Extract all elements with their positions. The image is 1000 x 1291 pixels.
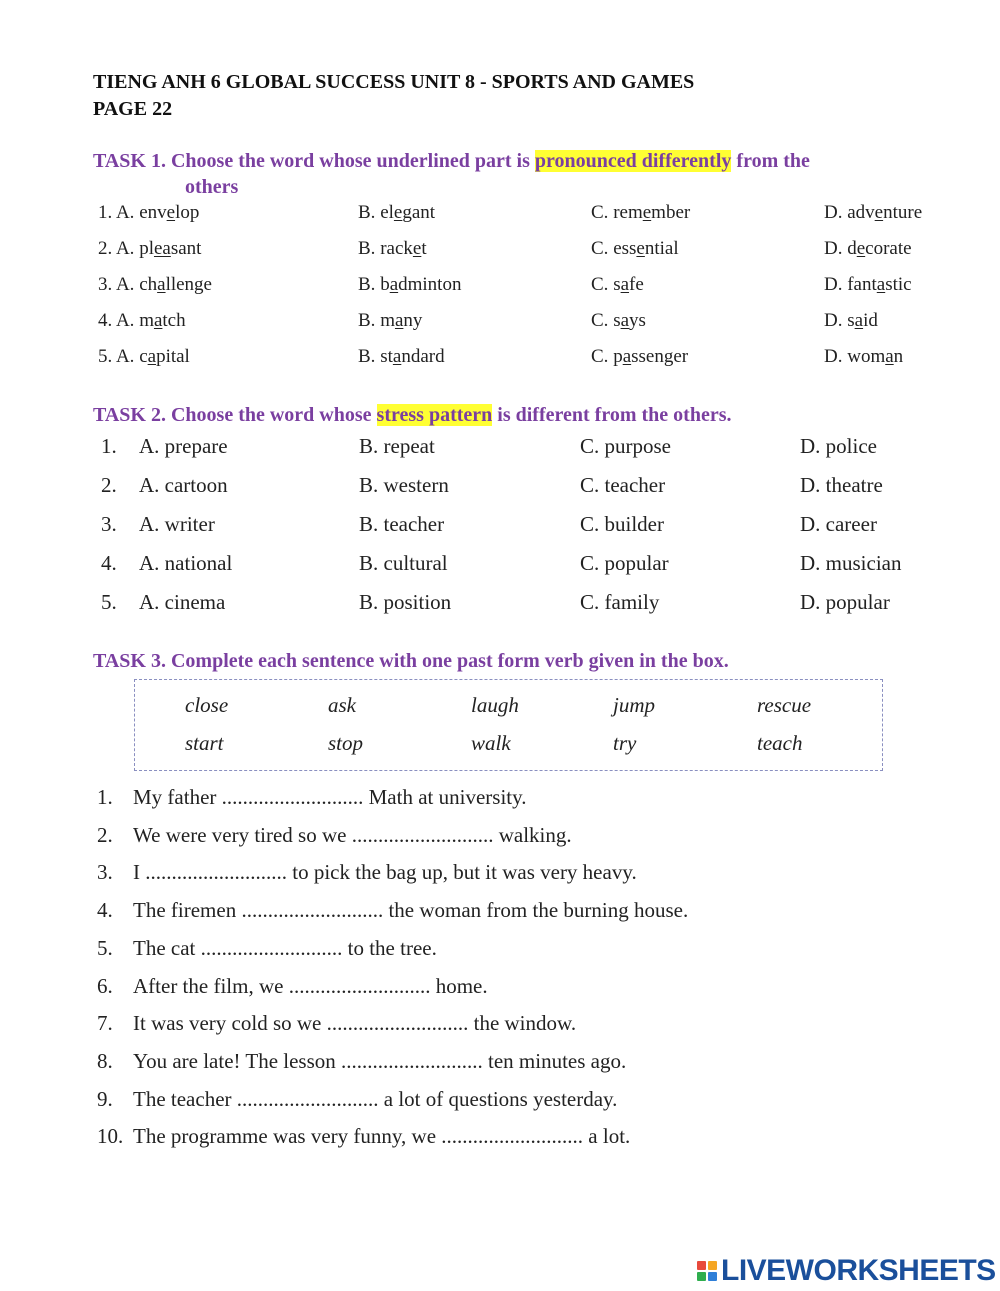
word-end: ys	[629, 310, 646, 331]
logo-icon	[697, 1261, 717, 1281]
word-end: corate	[865, 238, 912, 259]
task2-q5-option-a: A. cinema	[139, 590, 226, 614]
task2-q2-option-a: A. cartoon	[139, 473, 228, 497]
sentence-text: The firemen ........................... the woman from the burning house.	[133, 898, 689, 923]
task1-q5-option-a	[98, 346, 190, 368]
word-end: ntial	[644, 238, 679, 259]
option-label: 1. A.	[98, 202, 140, 223]
logo-block	[708, 1272, 717, 1281]
task2-q3-option-a: A. writer	[139, 512, 215, 536]
task2-q4-option-d: D. musician	[800, 551, 902, 575]
word-end: t	[421, 238, 427, 259]
task2-q5-option-b: B. position	[359, 590, 452, 614]
box-word: rescue	[757, 693, 812, 717]
word-start: m	[380, 310, 395, 331]
word-start: env	[139, 202, 167, 223]
underlined-part: e	[393, 202, 403, 223]
option-label: C.	[591, 238, 614, 259]
underlined-part: a	[620, 274, 630, 295]
underlined-part: e	[166, 202, 176, 223]
task2-q3-option-b: B. teacher	[359, 512, 445, 536]
task3-title: TASK 3. Complete each sentence with one past form verb given in the box.	[93, 650, 729, 672]
sentence-text: We were very tired so we ........................... walking.	[133, 822, 572, 847]
underlined-part: a	[620, 310, 630, 331]
task1-q1-option-d	[824, 202, 922, 224]
word-start: c	[139, 346, 148, 367]
sentence-text: The cat ........................... to the tree.	[133, 935, 437, 960]
option-label: 2. A.	[98, 238, 140, 259]
option-label: C.	[591, 274, 614, 295]
task2-q3-number: 3.	[101, 512, 117, 536]
task2-title	[93, 404, 732, 427]
word-start: el	[380, 202, 394, 223]
task1-title-prefix: TASK 1. Choose the word whose underlined part is	[93, 150, 535, 172]
task2-q5-option-c: C. family	[580, 590, 660, 614]
task2-q1-option-d: D. police	[800, 434, 877, 458]
underlined-part: e	[636, 238, 645, 259]
logo-text: LIVEWORKSHEETS	[721, 1254, 996, 1287]
word-end: stic	[885, 274, 912, 295]
task1-q5-option-c	[591, 346, 688, 368]
task2-q2-number: 2.	[101, 473, 117, 497]
option-label: D.	[824, 202, 848, 223]
word-end: tch	[162, 310, 186, 331]
task2-q4-number: 4.	[101, 551, 117, 575]
word-end: fe	[629, 274, 644, 295]
option-label: B.	[358, 274, 381, 295]
task2-q5-option-d: D. popular	[800, 590, 890, 614]
task1-q1-option-c	[591, 202, 690, 224]
word-end: gant	[402, 202, 436, 223]
task2-q3-option-d: D. career	[800, 512, 877, 536]
option-label: C.	[591, 202, 614, 223]
box-word: try	[613, 731, 637, 755]
underlined-part: a	[392, 346, 402, 367]
option-label: B.	[358, 238, 381, 259]
word-start: m	[139, 310, 154, 331]
underlined-part: e	[642, 202, 652, 223]
box-word: stop	[328, 731, 364, 755]
sentence-text: You are late! The lesson ........................... ten minutes ago.	[133, 1048, 627, 1073]
option-label: C.	[591, 310, 614, 331]
word-start: s	[613, 274, 621, 295]
sentence-text: It was very cold so we ........................... the window.	[133, 1011, 577, 1036]
task1-q1-option-b	[358, 202, 435, 224]
task1-q2-option-c	[591, 238, 679, 260]
task2-q4-option-a: A. national	[139, 551, 233, 575]
underlined-part: ea	[153, 238, 171, 259]
task2-q1-option-a: A. prepare	[139, 434, 228, 458]
task2-q3-option-c: C. builder	[580, 512, 664, 536]
word-start: ch	[139, 274, 158, 295]
sentence-number: 7.	[97, 1011, 113, 1036]
task2-q5-number: 5.	[101, 590, 117, 614]
option-label: 3. A.	[98, 274, 140, 295]
task1-highlight: pronounced differently	[534, 150, 732, 172]
task1-q5-option-d	[824, 346, 903, 368]
task2-q1-number: 1.	[101, 434, 117, 458]
word-end: sant	[170, 238, 202, 259]
task1-q5-option-b	[358, 346, 445, 368]
task1-q3-option-a	[98, 274, 212, 296]
underlined-part: a	[394, 310, 404, 331]
page-number: PAGE 22	[93, 98, 173, 120]
task1-q4-option-d	[824, 310, 878, 332]
task2-q1-option-b: B. repeat	[359, 434, 435, 458]
task1-title-suffix: from the	[731, 150, 810, 172]
task1-q1-option-a	[98, 202, 199, 224]
task2-q2-option-c: C. teacher	[580, 473, 666, 497]
underlined-part: e	[412, 238, 422, 259]
word-end: pital	[156, 346, 190, 367]
word-start: st	[380, 346, 393, 367]
box-word: ask	[328, 693, 356, 717]
word-start: s	[613, 310, 621, 331]
task1-q3-option-c	[591, 274, 644, 296]
task1-q2-option-d	[824, 238, 912, 260]
sentence-text: The teacher ........................... a lot of questions yesterday.	[133, 1086, 618, 1111]
sentence-number: 2.	[97, 822, 113, 847]
underlined-part: a	[147, 346, 157, 367]
underlined-part: e	[856, 238, 866, 259]
worksheet-title: TIENG ANH 6 GLOBAL SUCCESS UNIT 8 - SPORTS AND GAMES	[93, 71, 695, 93]
word-end: lop	[175, 202, 200, 223]
sentence-text: My father ........................... Math at university.	[133, 785, 527, 809]
task1-q3-option-b	[358, 274, 461, 296]
task1-q4-option-b	[358, 310, 422, 332]
word-start: ess	[613, 238, 637, 259]
sentence-number: 5.	[97, 935, 113, 960]
task1-q3-option-d	[824, 274, 912, 296]
word-start: b	[380, 274, 390, 295]
word-end: id	[863, 310, 878, 331]
word-start: pl	[139, 238, 154, 259]
word-end: nture	[883, 202, 923, 223]
word-end: mber	[651, 202, 691, 223]
sentence-number: 4.	[97, 898, 113, 923]
sentence-number: 9.	[97, 1086, 113, 1111]
task2-q2-option-b: B. western	[359, 473, 449, 497]
word-start: wom	[847, 346, 886, 367]
underlined-part: a	[885, 346, 894, 367]
task1-q4-option-a	[98, 310, 186, 332]
underlined-part: e	[874, 202, 884, 223]
word-start: p	[613, 346, 623, 367]
word-start: fant	[847, 274, 877, 295]
task2-q2-option-d: D. theatre	[800, 473, 883, 497]
option-label: D.	[824, 310, 848, 331]
sentence-text: The programme was very funny, we ........................... a lot.	[133, 1124, 631, 1149]
box-word: start	[185, 731, 224, 755]
word-end: ny	[403, 310, 423, 331]
task2-highlight: stress pattern	[376, 404, 493, 426]
word-start: rem	[613, 202, 643, 223]
underlined-part: a	[622, 346, 632, 367]
word-end: ndard	[401, 346, 445, 367]
option-label: D.	[824, 274, 848, 295]
underlined-part: a	[876, 274, 886, 295]
box-word: close	[185, 693, 229, 717]
underlined-part: a	[157, 274, 166, 295]
task1-q4-option-c	[591, 310, 646, 332]
underlined-part: a	[153, 310, 163, 331]
task1-title-line2: others	[185, 176, 239, 198]
sentence-number: 3.	[97, 860, 113, 885]
option-label: B.	[358, 202, 381, 223]
box-word: jump	[613, 693, 655, 717]
word-end: ssenger	[631, 346, 689, 367]
task2-q4-option-b: B. cultural	[359, 551, 448, 575]
option-label: 5. A.	[98, 346, 140, 367]
option-label: B.	[358, 310, 381, 331]
sentence-text: After the film, we ........................... home.	[133, 973, 488, 998]
logo-block	[697, 1261, 706, 1270]
sentence-number: 8.	[97, 1048, 113, 1073]
word-end: n	[893, 346, 904, 367]
task1-title	[93, 150, 810, 173]
liveworksheets-logo	[697, 1253, 996, 1289]
logo-block	[708, 1261, 717, 1270]
logo-block	[697, 1272, 706, 1281]
sentence-number: 10.	[97, 1124, 124, 1149]
word-start: s	[847, 310, 855, 331]
underlined-part: a	[854, 310, 864, 331]
task1-q2-option-b	[358, 238, 427, 260]
word-end: llenge	[165, 274, 212, 295]
box-word: walk	[471, 731, 511, 755]
task2-q4-option-c: C. popular	[580, 551, 669, 575]
option-label: B.	[358, 346, 381, 367]
word-start: d	[847, 238, 857, 259]
sentence-text: I ........................... to pick the bag up, but it was very heavy.	[133, 860, 637, 885]
option-label: D.	[824, 238, 848, 259]
word-start: rack	[380, 238, 413, 259]
box-word: teach	[757, 731, 803, 755]
box-word: laugh	[471, 693, 519, 717]
word-end: dminton	[398, 274, 462, 295]
underlined-part: a	[389, 274, 399, 295]
sentence-number: 6.	[97, 973, 113, 998]
word-start: adv	[847, 202, 875, 223]
task2-q1-option-c: C. purpose	[580, 434, 671, 458]
task2-title-suffix: is different from the others.	[492, 404, 732, 426]
option-label: D.	[824, 346, 848, 367]
option-label: 4. A.	[98, 310, 140, 331]
task2-title-prefix: TASK 2. Choose the word whose	[93, 404, 377, 426]
option-label: C.	[591, 346, 614, 367]
sentence-number: 1.	[97, 785, 113, 809]
task1-q2-option-a	[98, 238, 201, 260]
